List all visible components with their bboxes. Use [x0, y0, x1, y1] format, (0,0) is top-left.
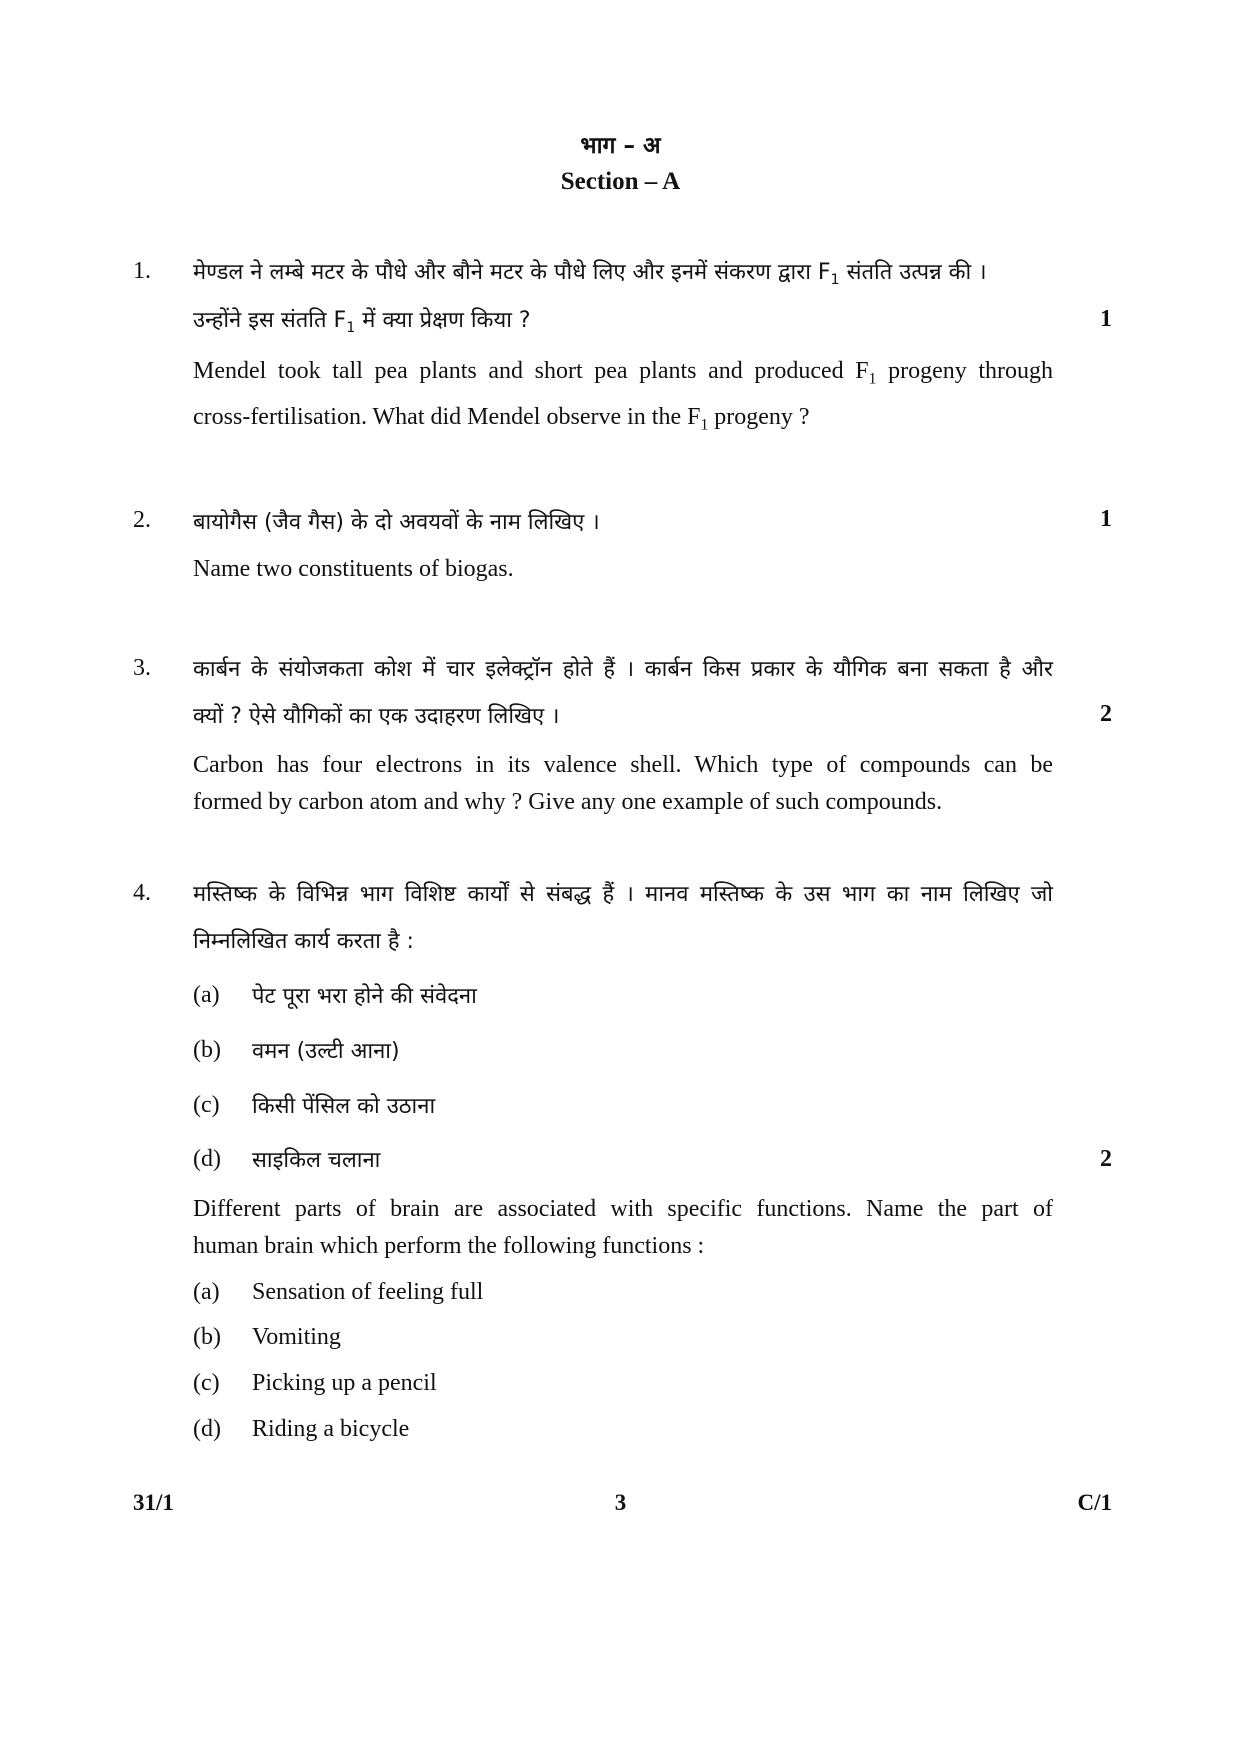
question-number: 4. — [133, 880, 151, 906]
option-text-english: Riding a bicycle — [252, 1416, 410, 1442]
question-1-hindi-line-1: मेण्डल ने लम्बे मटर के पौधे और बौने मटर के पौधे लिए और इनमें संकरण द्वारा $F_1$ संतति उत्पन्न की । — [193, 260, 987, 288]
option-label: (c) — [193, 1370, 220, 1396]
option-label: (c) — [193, 1092, 220, 1118]
option-label: (d) — [193, 1416, 221, 1442]
option-label: (a) — [193, 1279, 220, 1305]
question-number: 3. — [133, 655, 151, 681]
question-1-marks: 1 — [1100, 306, 1112, 332]
question-1-english-line-2: cross-fertilisation. What did Mendel observe in the $F_1$ progeny ? — [193, 404, 810, 434]
question-1-hindi-line-2: उन्होंने इस संतति $F_1$ में क्या प्रेक्षण किया ? — [193, 308, 531, 336]
option-label: (b) — [193, 1324, 221, 1350]
question-4-english-line-1: Different parts of brain are associated with specific functions. Name the part of — [193, 1196, 1053, 1222]
option-text-english: Vomiting — [252, 1324, 341, 1350]
option-label: (d) — [193, 1146, 221, 1172]
question-4-hindi-line-2: निम्नलिखित कार्य करता है : — [193, 929, 414, 954]
question-3-hindi-line-2: क्यों ? ऐसे यौगिकों का एक उदाहरण लिखिए । — [193, 704, 560, 729]
option-text-english: Picking up a pencil — [252, 1370, 437, 1396]
footer-page-number: 3 — [614, 1490, 627, 1515]
question-number: 2. — [133, 507, 151, 533]
footer-paper-code: 31/1 — [133, 1490, 174, 1515]
question-2-hindi: बायोगैस (जैव गैस) के दो अवयवों के नाम लिखिए । — [193, 510, 600, 535]
option-text-english: Sensation of feeling full — [252, 1279, 484, 1305]
option-label: (b) — [193, 1037, 221, 1063]
question-number: 1. — [133, 258, 151, 284]
question-4-marks: 2 — [1100, 1146, 1112, 1172]
question-4-english-line-2: human brain which perform the following functions : — [193, 1233, 705, 1259]
option-label: (a) — [193, 982, 220, 1008]
section-heading-english: Section – A — [560, 168, 681, 195]
question-2-english: Name two constituents of biogas. — [193, 556, 514, 582]
question-3-english-line-2: formed by carbon atom and why ? Give any one example of such compounds. — [193, 789, 943, 815]
question-2-marks: 1 — [1100, 506, 1112, 532]
question-4-hindi-line-1: मस्तिष्क के विभिन्न भाग विशिष्ट कार्यों से संबद्ध हैं । मानव मस्तिष्क के उस भाग का नाम लिखिए जो — [193, 882, 1053, 907]
question-3-english-line-1: Carbon has four electrons in its valence shell. Which type of compounds can be — [193, 752, 1053, 778]
option-text-hindi: साइकिल चलाना — [252, 1148, 381, 1173]
option-text-hindi: पेट पूरा भरा होने की संवेदना — [252, 984, 477, 1009]
section-heading-hindi: भाग – अ — [580, 133, 661, 159]
option-text-hindi: वमन (उल्टी आना) — [252, 1039, 400, 1064]
question-3-marks: 2 — [1100, 701, 1112, 727]
option-text-hindi: किसी पेंसिल को उठाना — [252, 1094, 436, 1119]
footer-set-code: C/1 — [1077, 1490, 1112, 1515]
question-1-english-line-1: Mendel took tall pea plants and short pea plants and produced $F_1$ progeny through — [193, 358, 1053, 388]
question-3-hindi-line-1: कार्बन के संयोजकता कोश में चार इलेक्ट्रॉन होते हैं । कार्बन किस प्रकार के यौगिक बना सकता है और — [193, 657, 1053, 682]
